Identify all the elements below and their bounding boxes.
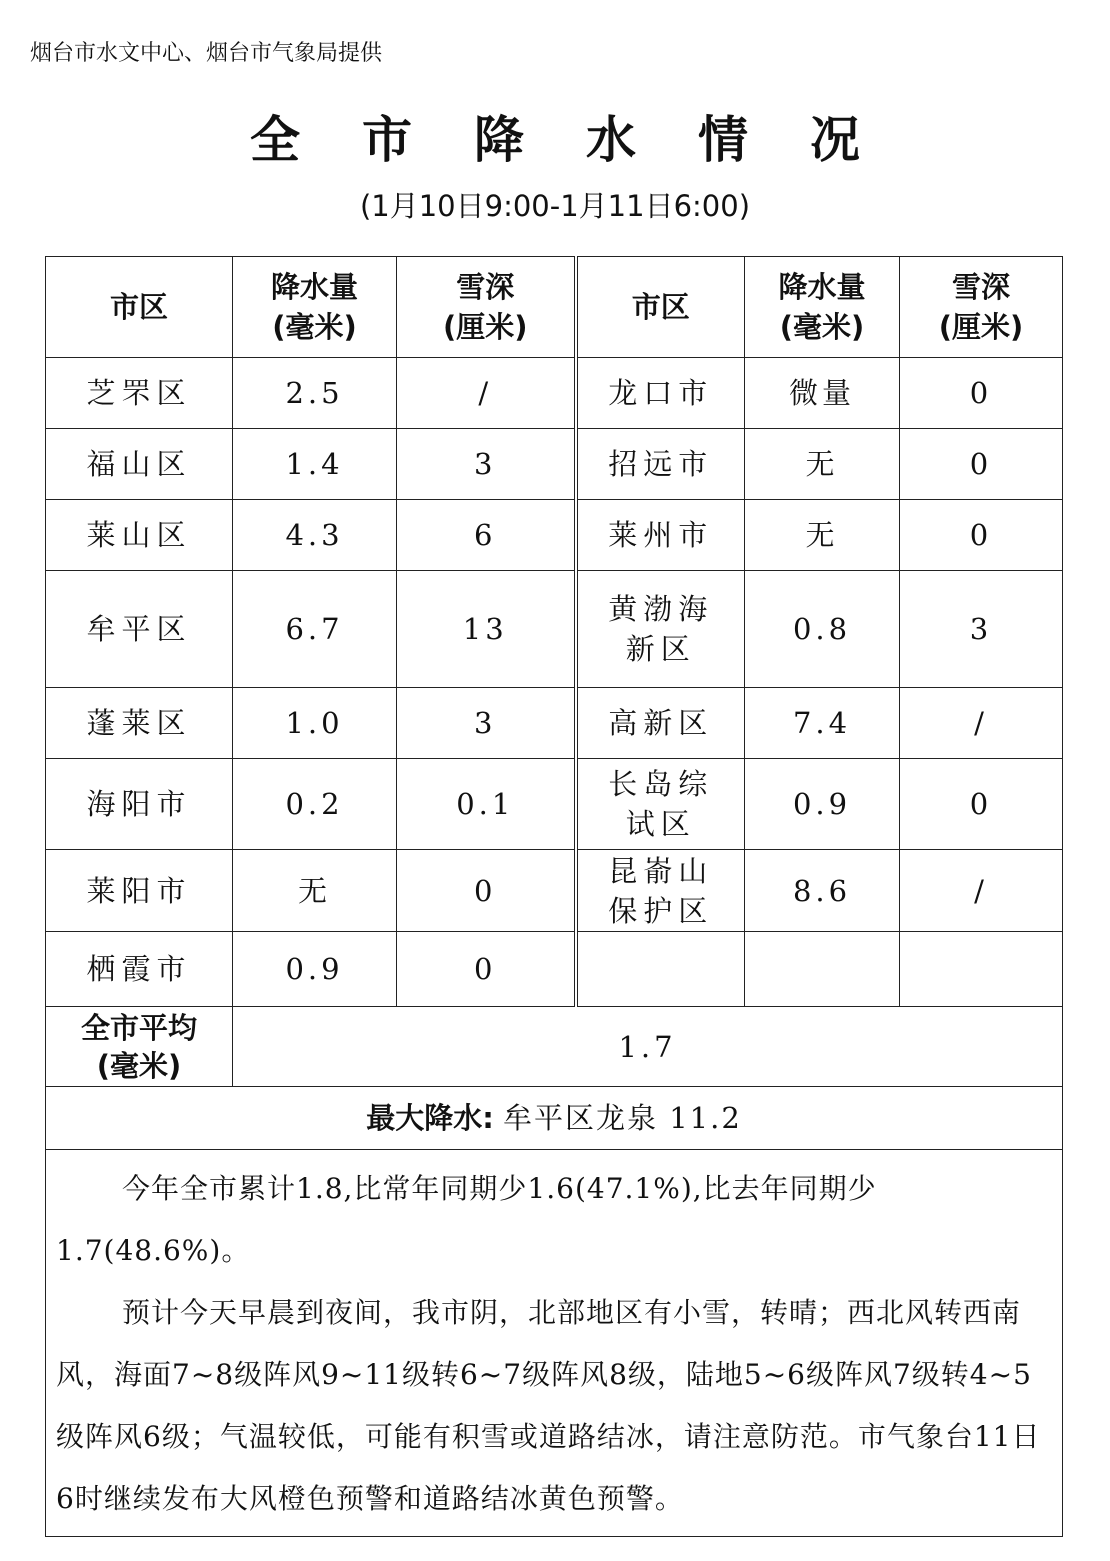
- snow-value: 3: [397, 429, 576, 500]
- header-snow-line2: (厘米): [938, 310, 1024, 344]
- snow-value: /: [397, 358, 576, 429]
- snow-value: 0: [900, 358, 1063, 429]
- header-precip-right: [745, 257, 900, 358]
- page-title: 全市降水情况: [250, 110, 922, 169]
- max-row: [46, 1087, 1063, 1150]
- average-row: [46, 1007, 1063, 1087]
- snow-value: 6: [397, 500, 576, 571]
- precip-value: 6.7: [233, 571, 397, 688]
- district-name: 莱山区: [46, 500, 233, 571]
- time-period: (1月10日9:00-1月11日6:00): [359, 189, 751, 223]
- empty-cell: [745, 932, 900, 1007]
- max-precip-label: 最大降水:: [366, 1101, 494, 1135]
- header-precip-line1: 降水量: [270, 270, 358, 304]
- precip-value: 1.4: [233, 429, 397, 500]
- precip-value: 0.8: [745, 571, 900, 688]
- header-precip-left: [233, 257, 397, 358]
- average-value: 1.7: [233, 1007, 1063, 1087]
- precip-value: 无: [745, 500, 900, 571]
- header-precip-line2: (毫米): [779, 310, 865, 344]
- precip-value: 8.6: [745, 850, 900, 932]
- notes-row: [46, 1150, 1063, 1537]
- table-row: [46, 500, 1063, 571]
- header-snow-line1: 雪深: [456, 270, 515, 304]
- precip-value: 2.5: [233, 358, 397, 429]
- table-row: [46, 850, 1063, 932]
- header-precip-line2: (毫米): [272, 310, 357, 344]
- header-snow-line1: 雪深: [951, 270, 1010, 304]
- precip-value: 无: [745, 429, 900, 500]
- snow-value: 3: [397, 688, 576, 759]
- district-name: 福山区: [46, 429, 233, 500]
- notes-paragraph-2: 预计今天早晨到夜间，我市阴，北部地区有小雪，转晴；西北风转西南风，海面7~8级阵风9~11级转6~7级阵风8级，陆地5~6级阵风7级转4~5级阵风6级；气温较低，可能有积雪或道路结冰，请注意防范。市气象台11日6时继续发布大风橙色预警和道路结冰黄色预警。: [56, 1296, 1041, 1515]
- district-name: 栖霞市: [46, 932, 233, 1007]
- source-note: 烟台市水文中心、烟台市气象局提供: [30, 41, 383, 66]
- header-row: [46, 257, 1063, 358]
- district-name: 莱州市: [576, 500, 745, 571]
- district-name: 海阳市: [46, 759, 233, 850]
- snow-value: 0: [900, 429, 1063, 500]
- precip-value: 0.9: [745, 759, 900, 850]
- notes-cell: [46, 1150, 1063, 1537]
- table-row: [46, 358, 1063, 429]
- average-label-line2: (毫米): [96, 1048, 182, 1083]
- max-precip-value: 牟平区龙泉 11.2: [503, 1101, 742, 1135]
- empty-cell: [900, 932, 1063, 1007]
- district-name: 芝罘区: [46, 358, 233, 429]
- table-row: [46, 429, 1063, 500]
- table-row: [46, 932, 1063, 1007]
- average-label: [46, 1007, 233, 1087]
- snow-value: 0: [397, 932, 576, 1007]
- snow-value: 0.1: [397, 759, 576, 850]
- snow-value: /: [900, 850, 1063, 932]
- header-district-left: 市区: [46, 257, 233, 358]
- snow-value: 13: [397, 571, 576, 688]
- header-district-right: 市区: [576, 257, 745, 358]
- precip-value: 1.0: [233, 688, 397, 759]
- table-row: [46, 571, 1063, 688]
- precip-value: 0.9: [233, 932, 397, 1007]
- table-row: [46, 688, 1063, 759]
- district-name: 牟平区: [46, 571, 233, 688]
- district-name: 黄渤海新区: [576, 571, 745, 688]
- header-precip-line1: 降水量: [778, 270, 866, 304]
- precip-value: 无: [233, 850, 397, 932]
- max-precip-cell: [46, 1087, 1063, 1150]
- district-name: 招远市: [576, 429, 745, 500]
- snow-value: 0: [397, 850, 576, 932]
- district-name: 龙口市: [576, 358, 745, 429]
- precip-value: 4.3: [233, 500, 397, 571]
- snow-value: 0: [900, 759, 1063, 850]
- district-name: 蓬莱区: [46, 688, 233, 759]
- header-snow-left: [397, 257, 576, 358]
- snow-value: /: [900, 688, 1063, 759]
- precipitation-table: [45, 256, 1063, 1537]
- precip-value: 7.4: [745, 688, 900, 759]
- header-snow-line2: (厘米): [442, 310, 528, 344]
- precip-value: 微量: [745, 358, 900, 429]
- notes-paragraph-1: 今年全市累计1.8,比常年同期少1.6(47.1%),比去年同期少1.7(48.6%)。: [56, 1172, 877, 1267]
- district-name: 高新区: [576, 688, 745, 759]
- district-name: 莱阳市: [46, 850, 233, 932]
- precip-value: 0.2: [233, 759, 397, 850]
- table-row: [46, 759, 1063, 850]
- header-snow-right: [900, 257, 1063, 358]
- snow-value: 3: [900, 571, 1063, 688]
- average-label-line1: 全市平均: [80, 1010, 197, 1045]
- empty-cell: [576, 932, 745, 1007]
- snow-value: 0: [900, 500, 1063, 571]
- district-name: 长岛综试区: [576, 759, 745, 850]
- district-name: 昆嵛山保护区: [576, 850, 745, 932]
